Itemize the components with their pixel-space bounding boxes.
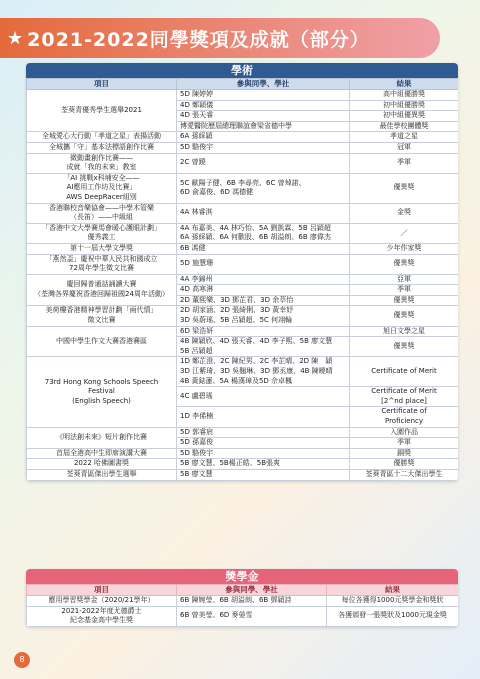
table-row bbox=[27, 606, 459, 626]
participants-cell: 5C 歐陽子健、6B 李尋亮、6C 曾焯諾、 6D 俞嘉俊、6D 馮德健 bbox=[177, 173, 350, 203]
result-cell: 優異獎 bbox=[350, 306, 459, 326]
table-row bbox=[27, 274, 459, 285]
page-number: 8 bbox=[14, 652, 30, 668]
table-row bbox=[27, 173, 459, 203]
award-item-cell: 荃葵青優秀學生選舉2021 bbox=[27, 90, 177, 132]
page-title-banner bbox=[0, 18, 440, 58]
table-row bbox=[27, 306, 459, 326]
result-cell: 旭日文學之星 bbox=[350, 326, 459, 337]
table-row bbox=[27, 142, 459, 153]
academic-section-header: 學術 bbox=[26, 63, 458, 78]
participants-cell: 1D 李俙楠 bbox=[177, 407, 350, 427]
participants-cell: 6D 梁浩妍 bbox=[177, 326, 350, 337]
result-cell: 優異獎 bbox=[350, 254, 459, 274]
scholarship-table-body bbox=[27, 596, 459, 627]
scholarship-table bbox=[26, 584, 458, 627]
star-icon: ★ bbox=[7, 27, 24, 49]
award-item-cell: 慶回歸普通話誦讀大賽 （荃灣各界慶祝香港回歸祖國24周年活動） bbox=[27, 274, 177, 306]
table-row bbox=[27, 223, 459, 243]
result-cell: 冠軍 bbox=[350, 142, 459, 153]
award-item-cell: 香港聯校音樂協會——中學木管樂 （長笛）——中級組 bbox=[27, 203, 177, 223]
table-row bbox=[27, 469, 459, 480]
table-row bbox=[27, 459, 459, 470]
result-cell: 各獲頒發一張獎狀及1000元現金獎 bbox=[327, 606, 459, 626]
result-cell: 亞軍 bbox=[350, 274, 459, 285]
award-item-cell: 全城愛心大行動「孝道之星」表揚活動 bbox=[27, 132, 177, 143]
participants-cell: 6A 孫綵穎 bbox=[177, 132, 350, 143]
participants-cell: 5B 廖文慧 bbox=[177, 469, 350, 480]
participants-cell: 4D 高寒淋 bbox=[177, 285, 350, 296]
table-row bbox=[27, 254, 459, 274]
col-header-result: 結果 bbox=[350, 79, 459, 90]
result-cell: 優異獎 bbox=[350, 337, 459, 357]
table-row bbox=[27, 357, 459, 387]
result-cell: Certificate of Merit [2^nd place] bbox=[350, 387, 459, 407]
participants-cell: 6B 陳婉瑩、6B 胡溢朗、6B 鄧穎詩 bbox=[177, 596, 327, 607]
award-item-cell: 應用學習獎學金（2020/21學年） bbox=[27, 596, 177, 607]
col-header-result: 結果 bbox=[327, 585, 459, 596]
scholarship-panel bbox=[26, 569, 458, 627]
participants-cell: 5D 施慧珊 bbox=[177, 254, 350, 274]
result-cell: 最佳學校團體獎 bbox=[350, 121, 459, 132]
result-cell: 金獎 bbox=[350, 203, 459, 223]
scholarship-section-header: 獎學金 bbox=[26, 569, 458, 584]
participants-cell: 6B 馮健 bbox=[177, 243, 350, 254]
result-cell: Certificate of Merit bbox=[350, 357, 459, 387]
participants-cell: 5D 陳婷婷 bbox=[177, 90, 350, 101]
participants-cell: 2D 胡家涵、2D 張綺俐、3D 黃幸妤 3D 吳蔚瑤、5B 呂穎超、5C 何翊輪 bbox=[177, 306, 350, 326]
award-item-cell: 微動畫創作比賽—— 成就「我的未來」教室 bbox=[27, 153, 177, 173]
result-cell: 初中組優異獎 bbox=[350, 111, 459, 122]
award-item-cell: 73rd Hong Kong Schools Speech Festival (English Speech) bbox=[27, 357, 177, 427]
participants-cell: 1D 鄭芷澄、2C 陳紀男、2C 李芷晴、2D 陳 穎 3D 江紫琦、3D 吳翹琳、3D 鄧丞康、4B 陳曉晴 4B 黃鋕蓮、5A 楊漢璋及5D 佘卓楓 bbox=[177, 357, 350, 387]
award-item-cell: 《明法創未來》短片創作比賽 bbox=[27, 427, 177, 448]
result-cell: 每位各獲得1000元獎學金和獎狀 bbox=[327, 596, 459, 607]
result-cell: 季軍 bbox=[350, 438, 459, 449]
col-header-item: 項目 bbox=[27, 585, 177, 596]
result-cell: Certificate of Proficiency bbox=[350, 407, 459, 427]
result-cell: 初中組優勝獎 bbox=[350, 100, 459, 111]
result-cell: 季軍 bbox=[350, 153, 459, 173]
award-item-cell: 「AI 挑戰x科埔安全—— AI應用工作坊及比賽」 AWS DeepRacer組別 bbox=[27, 173, 177, 203]
result-cell: 優異獎 bbox=[350, 295, 459, 306]
participants-cell: 4A 布嘉美、4A 林巧怡、5A 劉凱霖、5B 呂穎超 6A 孫綵穎、6A 何歡股、6B 胡溢朗、6B 廖偉杰 bbox=[177, 223, 350, 243]
result-cell: 銅獎 bbox=[350, 448, 459, 459]
participants-cell: 4A 李錦州 bbox=[177, 274, 350, 285]
table-row bbox=[27, 448, 459, 459]
academic-table-body bbox=[27, 90, 459, 481]
participants-cell: 4D 鄭穎儀 bbox=[177, 100, 350, 111]
participants-cell: 4A 林睿淇 bbox=[177, 203, 350, 223]
participants-cell: 2C 曾蹺 bbox=[177, 153, 350, 173]
result-cell: 高中組優勝獎 bbox=[350, 90, 459, 101]
table-row bbox=[27, 596, 459, 607]
award-item-cell: 2022 哈佛圖書獎 bbox=[27, 459, 177, 470]
award-item-cell: 2021-2022年度尤德爵士 紀念基金高中學生獎 bbox=[27, 606, 177, 626]
result-cell: 入圍作品 bbox=[350, 427, 459, 438]
table-row bbox=[27, 90, 459, 101]
table-row bbox=[27, 427, 459, 438]
result-cell: 少年作家獎 bbox=[350, 243, 459, 254]
table-row bbox=[27, 243, 459, 254]
result-cell: 優異獎 bbox=[350, 173, 459, 203]
result-cell: ／ bbox=[350, 223, 459, 243]
participants-cell: 2D 董熙樂、3D 鄧芷君、3D 余萃怡 bbox=[177, 295, 350, 306]
academic-awards-panel bbox=[26, 63, 458, 481]
result-cell: 荃葵青區十二大傑出學生 bbox=[350, 469, 459, 480]
award-item-cell: 荃葵青區傑出學生選舉 bbox=[27, 469, 177, 480]
page-title: 2021-2022同學獎項及成就（部分） bbox=[27, 28, 370, 51]
col-header-item: 項目 bbox=[27, 79, 177, 90]
participants-cell: 5D 郭睿宸 bbox=[177, 427, 350, 438]
col-header-participants: 參與同學、學社 bbox=[177, 79, 350, 90]
participants-cell: 5D 駱俊宇 bbox=[177, 142, 350, 153]
participants-cell: 5B 廖文慧、5B楊正皓、5B張爽 bbox=[177, 459, 350, 470]
participants-cell: 4D 張天睿 bbox=[177, 111, 350, 122]
award-item-cell: 「香港中文大學賽馬會暖心護眼計劃」 優秀義工 bbox=[27, 223, 177, 243]
participants-cell: 5D 駱俊宇 bbox=[177, 448, 350, 459]
participants-cell: 6B 曾美瑩、6D 麥嫈雪 bbox=[177, 606, 327, 626]
participants-cell: 4C 盧碧瑤 bbox=[177, 387, 350, 407]
participants-cell: 博愛醫院歷屆總理聯誼會梁省德中學 bbox=[177, 121, 350, 132]
award-item-cell: 首屆全港高中生即席演講大賽 bbox=[27, 448, 177, 459]
table-row bbox=[27, 203, 459, 223]
table-row bbox=[27, 132, 459, 143]
academic-awards-table bbox=[26, 78, 458, 481]
participants-cell: 5D 孫嘉俊 bbox=[177, 438, 350, 449]
award-item-cell: 第十一屆大學文學獎 bbox=[27, 243, 177, 254]
award-item-cell: 美荷樓香港精神學習計劃「兩代情」 徵文比賽 bbox=[27, 306, 177, 326]
table-row bbox=[27, 153, 459, 173]
result-cell: 季軍 bbox=[350, 285, 459, 296]
award-item-cell: 「燕然盃」慶祝中華人民共和國成立 72周年學生徵文比賽 bbox=[27, 254, 177, 274]
result-cell: 優勝獎 bbox=[350, 459, 459, 470]
participants-cell: 4B 陳穎欣、4D 張天睿、4D 李子熙、5B 廖文慧 5B 呂穎超 bbox=[177, 337, 350, 357]
award-item-cell: 中國中學生作文大賽香港賽區 bbox=[27, 326, 177, 357]
award-item-cell: 全城攜「守」基本法標語創作比賽 bbox=[27, 142, 177, 153]
table-row bbox=[27, 326, 459, 337]
result-cell: 孝道之星 bbox=[350, 132, 459, 143]
col-header-participants: 參與同學、學社 bbox=[177, 585, 327, 596]
